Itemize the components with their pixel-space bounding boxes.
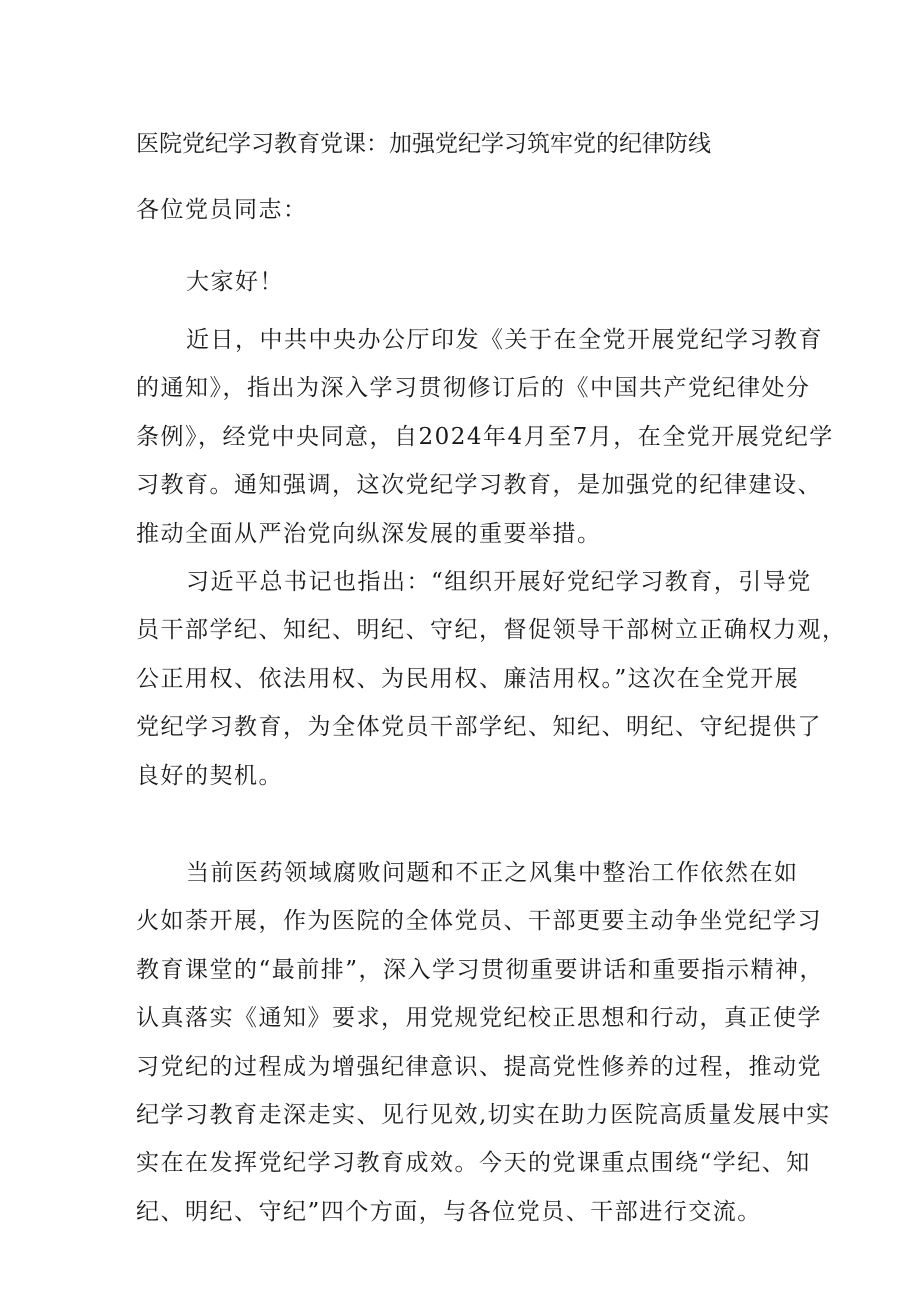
paragraph-line: 教育课堂的“最前排”，深入学习贯彻重要讲话和重要指示精神， xyxy=(136,956,825,983)
paragraph-line: 党纪学习教育，为全体党员干部学纪、知纪、明纪、守纪提供了 xyxy=(136,714,822,741)
paragraph-line: 认真落实《通知》要求，用党规党纪校正思想和行动，真正使学 xyxy=(136,1005,822,1032)
paragraph-line: 纪学习教育走深走实、见行见效,切实在助力医院高质量发展中实 xyxy=(136,1101,831,1128)
paragraph-line: 推动全面从严治党向纵深发展的重要举措。 xyxy=(136,520,602,547)
paragraph-line: 习党纪的过程成为增强纪律意识、提高党性修养的过程，推动党 xyxy=(136,1053,822,1080)
paragraph-3 xyxy=(136,849,831,1236)
paragraph-line: 火如荼开展，作为医院的全体党员、干部更要主动争坐党纪学习 xyxy=(136,908,822,935)
paragraph-1 xyxy=(136,316,834,558)
document-title: 医院党纪学习教育党课：加强党纪学习筑牢党的纪律防线 xyxy=(136,131,711,157)
paragraph-line: 公正用权、依法用权、为民用权、廉洁用权。”这次在全党开展 xyxy=(136,665,800,692)
greeting-text: 大家好！ xyxy=(186,269,284,295)
paragraph-line: 员干部学纪、知纪、明纪、守纪，督促领导干部树立正确权力观， xyxy=(136,617,847,644)
paragraph-line: 当前医药领域腐败问题和不正之风集中整治工作依然在如 xyxy=(186,860,799,886)
greeting xyxy=(136,264,796,301)
paragraph-line: 条例》，经党中央同意，自2024年4月至7月，在全党开展党纪学 xyxy=(136,423,834,450)
paragraph-line: 实在在发挥党纪学习教育成效。今天的党课重点围绕“学纪、知 xyxy=(136,1150,811,1177)
paragraph-line: 良好的契机。 xyxy=(136,762,283,789)
salutation xyxy=(136,192,796,229)
paragraph-line: 的通知》，指出为深入学习贯彻修订后的《中国共产党纪律处分 xyxy=(136,375,811,402)
paragraph-line: 纪、明纪、守纪”四个方面，与各位党员、干部进行交流。 xyxy=(136,1198,762,1225)
paragraph-line: 习教育。通知强调，这次党纪学习教育，是加强党的纪律建设、 xyxy=(136,472,822,499)
paragraph-2 xyxy=(136,558,847,800)
salutation-text: 各位党员同志： xyxy=(136,197,308,223)
paragraph-line: 习近平总书记也指出：“组织开展好党纪学习教育，引导党 xyxy=(186,569,812,595)
paragraph-line: 近日，中共中央办公厅印发《关于在全党开展党纪学习教育 xyxy=(186,327,823,353)
